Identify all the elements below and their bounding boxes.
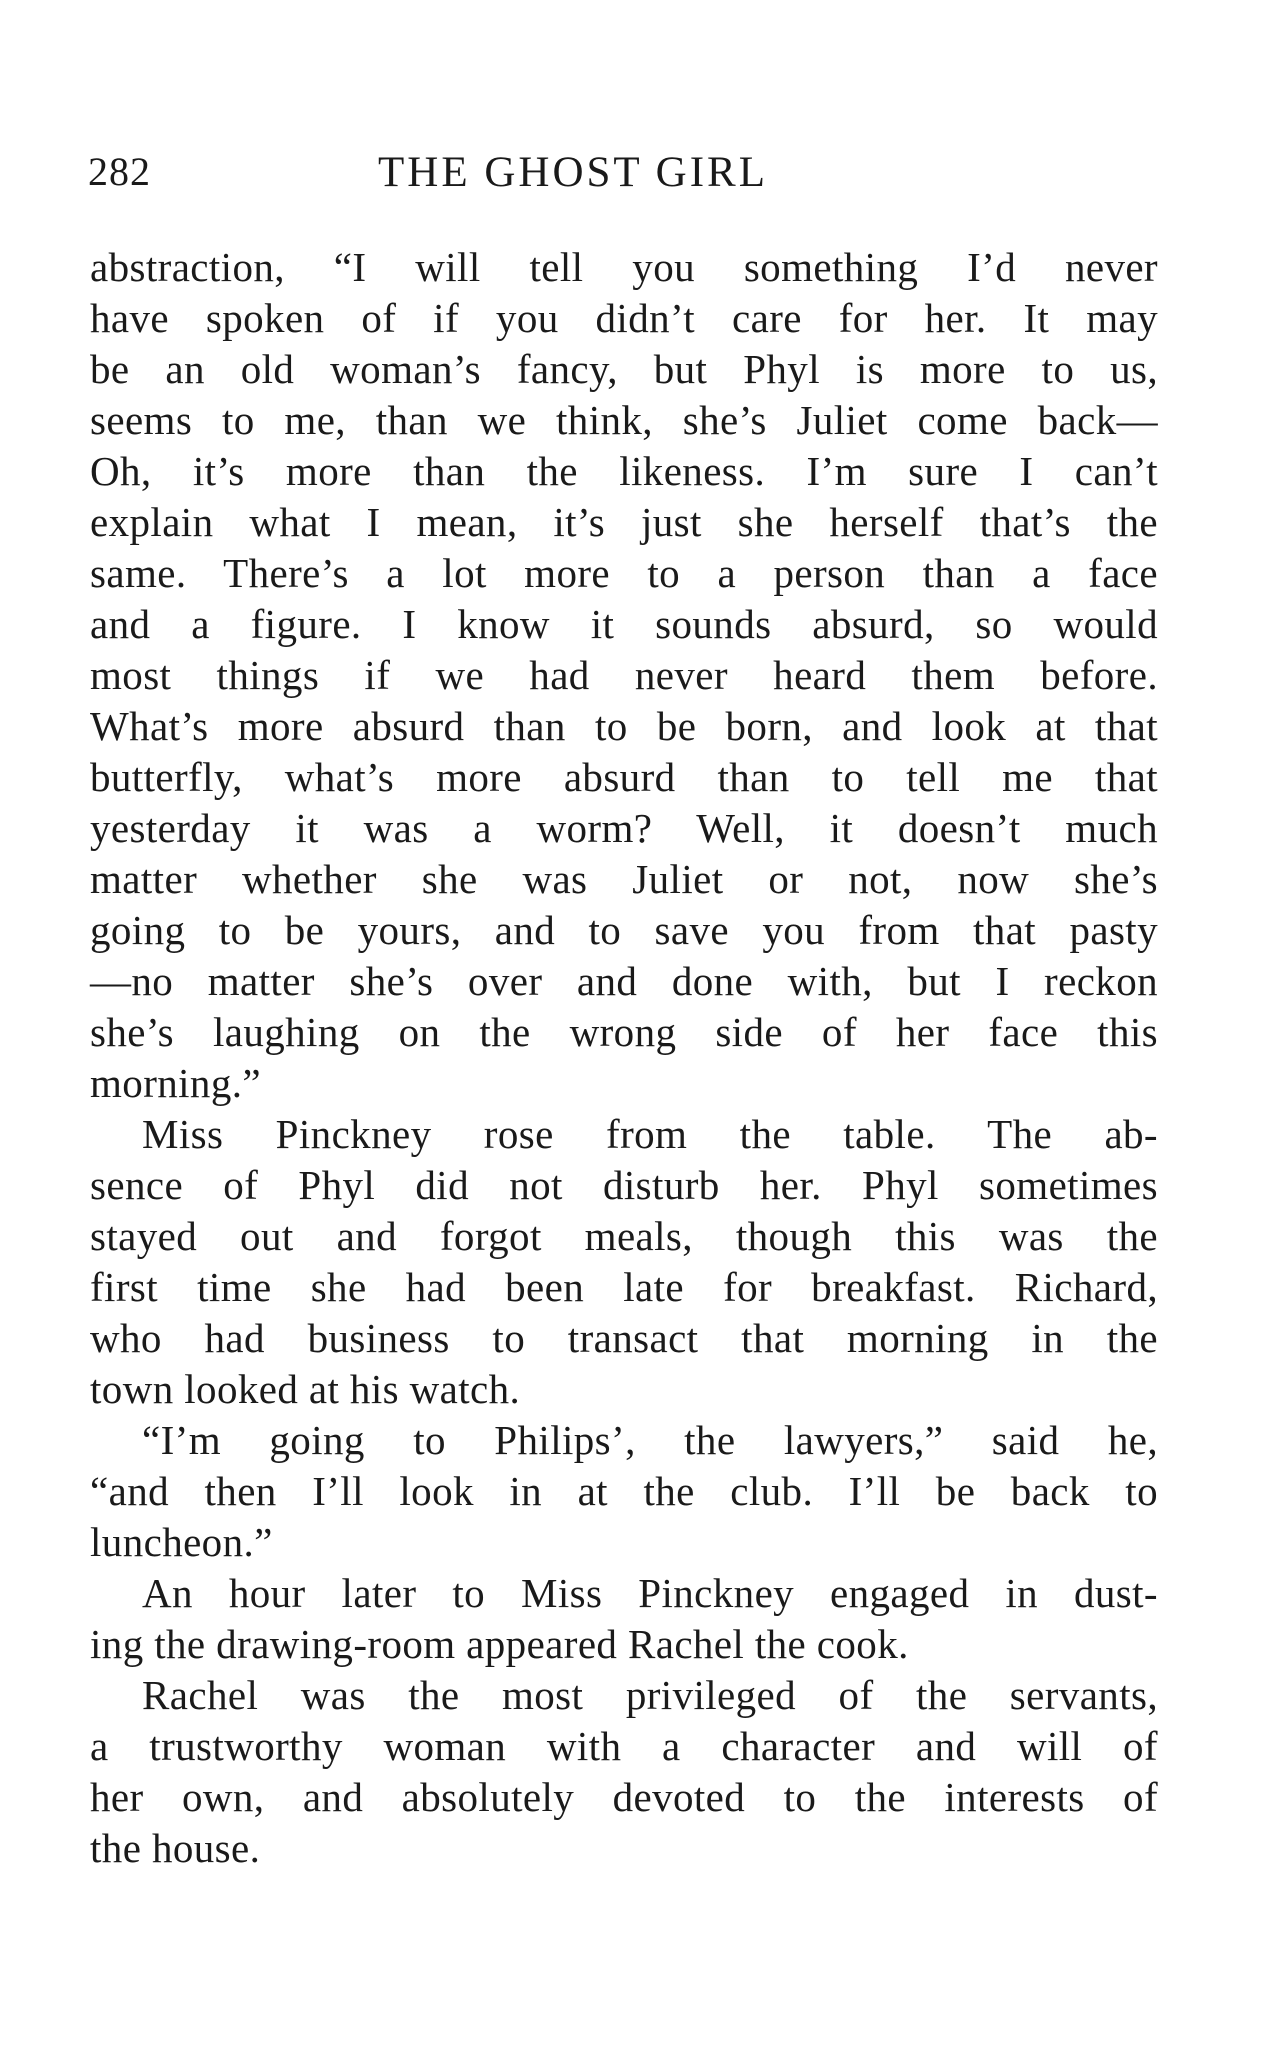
text-line: Rachel was the most privileged of the servants, — [142, 1672, 1158, 1718]
text-line: matter whether she was Juliet or not, now she’s — [90, 856, 1158, 902]
text-line: yesterday it was a worm? Well, it doesn’t much — [90, 805, 1158, 851]
text-line: a trustworthy woman with a character and will of — [90, 1723, 1158, 1769]
text-line: have spoken of if you didn’t care for her. It may — [90, 295, 1158, 341]
text-line: “and then I’ll look in at the club. I’ll be back to — [90, 1468, 1158, 1514]
text-line: morning.” — [90, 1060, 261, 1106]
body-text — [90, 242, 1158, 1874]
text-line: sence of Phyl did not disturb her. Phyl sometimes — [90, 1162, 1158, 1208]
text-line: she’s laughing on the wrong side of her face this — [90, 1009, 1158, 1055]
text-line: who had business to transact that morning in the — [90, 1315, 1158, 1361]
text-line: What’s more absurd than to be born, and look at that — [90, 703, 1158, 749]
text-line: —no matter she’s over and done with, but I reckon — [90, 958, 1158, 1004]
text-line: most things if we had never heard them before. — [90, 652, 1158, 698]
text-line: town looked at his watch. — [90, 1366, 521, 1412]
text-line: same. There’s a lot more to a person than a face — [90, 550, 1158, 596]
text-line: going to be yours, and to save you from that pasty — [90, 907, 1158, 953]
running-title: THE GHOST GIRL — [378, 149, 768, 196]
text-line: butterfly, what’s more absurd than to tell me that — [90, 754, 1158, 800]
text-line: the house. — [90, 1825, 261, 1871]
text-line: her own, and absolutely devoted to the interests of — [90, 1774, 1158, 1820]
text-line: explain what I mean, it’s just she herself that’s the — [90, 499, 1158, 545]
page-header — [88, 148, 1158, 208]
text-line: be an old woman’s fancy, but Phyl is more to us, — [90, 346, 1158, 392]
text-line: ing the drawing-room appeared Rachel the cook. — [90, 1621, 909, 1667]
text-line: first time she had been late for breakfast. Richard, — [90, 1264, 1158, 1310]
page-number: 282 — [88, 149, 151, 194]
text-line: An hour later to Miss Pinckney engaged in dust- — [142, 1570, 1158, 1616]
text-line: Miss Pinckney rose from the table. The ab- — [142, 1111, 1158, 1157]
text-line: and a figure. I know it sounds absurd, so would — [90, 601, 1158, 647]
text-line: Oh, it’s more than the likeness. I’m sure I can’t — [90, 448, 1158, 494]
text-line: “I’m going to Philips’, the lawyers,” said he, — [142, 1417, 1158, 1463]
text-line: seems to me, than we think, she’s Juliet come back— — [90, 397, 1158, 443]
text-line: stayed out and forgot meals, though this was the — [90, 1213, 1158, 1259]
text-line: luncheon.” — [90, 1519, 273, 1565]
text-line: abstraction, “I will tell you something I’d never — [90, 244, 1158, 290]
